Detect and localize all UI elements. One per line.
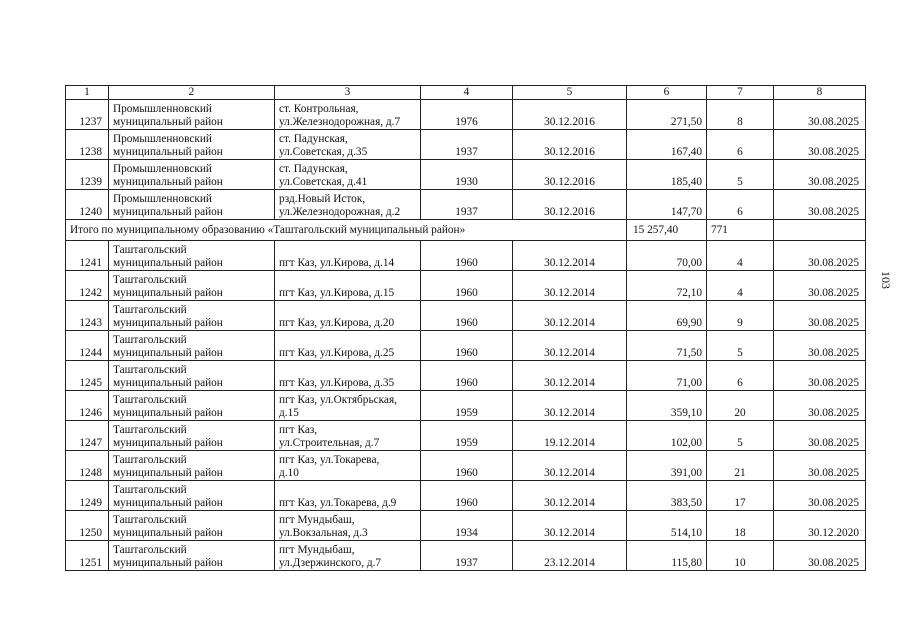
area-cell: 70,00 [627, 241, 707, 271]
table-row [66, 391, 866, 421]
year-cell: 1960 [421, 331, 513, 361]
cell-line: Таштагольский [113, 304, 187, 316]
cell-line: ст. Падунская, [279, 163, 348, 175]
cell-line: муниципальный район [113, 527, 223, 539]
address-cell [275, 451, 421, 481]
table-row [66, 361, 866, 391]
table-row [66, 481, 866, 511]
district-cell [109, 541, 275, 571]
district-cell [109, 100, 275, 130]
area-cell: 391,00 [627, 451, 707, 481]
year-cell: 1934 [421, 511, 513, 541]
row-number: 1244 [66, 331, 109, 361]
cell-line: пгт Мундыбаш, [279, 514, 355, 526]
date-cell: 30.12.2014 [513, 241, 627, 271]
deadline-cell: 30.08.2025 [774, 421, 866, 451]
deadline-cell: 30.08.2025 [774, 190, 866, 220]
cell-line: муниципальный район [113, 146, 223, 158]
cell-line: Таштагольский [113, 244, 187, 256]
address-cell [275, 271, 421, 301]
address-cell [275, 130, 421, 160]
row-number: 1249 [66, 481, 109, 511]
deadline-cell: 30.08.2025 [774, 301, 866, 331]
cell-line: Таштагольский [113, 394, 187, 406]
row-number: 1247 [66, 421, 109, 451]
area-cell: 71,00 [627, 361, 707, 391]
table-row [66, 100, 866, 130]
residents-cell: 8 [707, 100, 774, 130]
address-cell [275, 541, 421, 571]
table-row [66, 331, 866, 361]
cell-line [279, 334, 418, 347]
deadline-cell: 30.08.2025 [774, 481, 866, 511]
cell-line: муниципальный район [113, 347, 223, 359]
cell-line: Таштагольский [113, 454, 187, 466]
cell-line: пгт Каз, ул.Кирова, д.35 [279, 377, 395, 389]
cell-line: пгт Каз, ул.Кирова, д.15 [279, 287, 395, 299]
residents-cell: 9 [707, 301, 774, 331]
cell-line: пгт Каз, ул.Кирова, д.25 [279, 347, 395, 359]
area-cell: 102,00 [627, 421, 707, 451]
year-cell: 1960 [421, 481, 513, 511]
cell-line: муниципальный район [113, 467, 223, 479]
total-row [66, 220, 866, 241]
row-number: 1239 [66, 160, 109, 190]
cell-line: Промышленновский [113, 163, 212, 175]
cell-line: Промышленновский [113, 193, 212, 205]
deadline-cell: 30.08.2025 [774, 160, 866, 190]
date-cell: 23.12.2014 [513, 541, 627, 571]
area-cell: 383,50 [627, 481, 707, 511]
cell-line: пгт Каз, ул.Кирова, д.14 [279, 257, 395, 269]
district-cell [109, 301, 275, 331]
cell-line: муниципальный район [113, 497, 223, 509]
table-row [66, 511, 866, 541]
date-cell: 30.12.2014 [513, 481, 627, 511]
residents-cell: 17 [707, 481, 774, 511]
cell-line: Промышленновский [113, 133, 212, 145]
year-cell: 1960 [421, 361, 513, 391]
cell-line: муниципальный район [113, 377, 223, 389]
cell-line: муниципальный район [113, 317, 223, 329]
district-cell [109, 160, 275, 190]
district-cell [109, 511, 275, 541]
area-cell: 514,10 [627, 511, 707, 541]
area-cell: 271,50 [627, 100, 707, 130]
residents-cell: 4 [707, 241, 774, 271]
row-number: 1243 [66, 301, 109, 331]
area-cell: 71,50 [627, 331, 707, 361]
year-cell: 1960 [421, 241, 513, 271]
year-cell: 1930 [421, 160, 513, 190]
row-number: 1241 [66, 241, 109, 271]
date-cell: 30.12.2014 [513, 361, 627, 391]
date-cell: 30.12.2014 [513, 331, 627, 361]
cell-line: ул.Дзержинского, д.7 [279, 557, 382, 569]
cell-line: муниципальный район [113, 287, 223, 299]
cell-line [279, 274, 418, 287]
cell-line: Таштагольский [113, 424, 187, 436]
cell-line: ул.Советская, д.35 [279, 146, 368, 158]
district-cell [109, 421, 275, 451]
cell-line: пгт Каз, [279, 424, 318, 436]
cell-line [279, 484, 418, 497]
column-number-row [66, 86, 866, 100]
deadline-cell: 30.08.2025 [774, 271, 866, 301]
residents-cell: 5 [707, 421, 774, 451]
cell-line: д.10 [279, 467, 299, 479]
cell-line: пгт Каз, ул.Кирова, д.20 [279, 317, 395, 329]
cell-line: муниципальный район [113, 116, 223, 128]
year-cell: 1959 [421, 391, 513, 421]
cell-line: муниципальный район [113, 557, 223, 569]
cell-line: Таштагольский [113, 334, 187, 346]
address-cell [275, 391, 421, 421]
date-cell: 30.12.2016 [513, 130, 627, 160]
deadline-cell: 30.08.2025 [774, 541, 866, 571]
address-cell [275, 241, 421, 271]
table-row [66, 130, 866, 160]
district-cell [109, 271, 275, 301]
column-number: 1 [66, 86, 109, 100]
row-number: 1237 [66, 100, 109, 130]
cell-line: ст. Контрольная, [279, 103, 359, 115]
residents-cell: 5 [707, 331, 774, 361]
district-cell [109, 190, 275, 220]
deadline-cell: 30.08.2025 [774, 100, 866, 130]
table-row [66, 451, 866, 481]
address-cell [275, 361, 421, 391]
district-cell [109, 130, 275, 160]
cell-line: муниципальный район [113, 206, 223, 218]
address-cell [275, 481, 421, 511]
cell-line: рзд.Новый Исток, [279, 193, 366, 205]
address-cell [275, 160, 421, 190]
deadline-cell: 30.08.2025 [774, 130, 866, 160]
table-row [66, 541, 866, 571]
date-cell: 19.12.2014 [513, 421, 627, 451]
cell-line: муниципальный район [113, 176, 223, 188]
area-cell: 359,10 [627, 391, 707, 421]
cell-line: ул.Советская, д.41 [279, 176, 368, 188]
district-cell [109, 481, 275, 511]
area-cell: 69,90 [627, 301, 707, 331]
cell-line: муниципальный район [113, 437, 223, 449]
column-number: 7 [707, 86, 774, 100]
year-cell: 1937 [421, 130, 513, 160]
cell-line: ул.Вокзальная, д.3 [279, 527, 368, 539]
cell-line: муниципальный район [113, 257, 223, 269]
year-cell: 1959 [421, 421, 513, 451]
residents-cell: 18 [707, 511, 774, 541]
year-cell: 1960 [421, 271, 513, 301]
area-cell: 115,80 [627, 541, 707, 571]
district-cell [109, 241, 275, 271]
residents-cell: 4 [707, 271, 774, 301]
date-cell: 30.12.2014 [513, 271, 627, 301]
date-cell: 30.12.2016 [513, 190, 627, 220]
row-number: 1240 [66, 190, 109, 220]
column-number: 3 [275, 86, 421, 100]
row-number: 1250 [66, 511, 109, 541]
address-cell [275, 190, 421, 220]
area-cell: 185,40 [627, 160, 707, 190]
cell-line: пгт Каз, ул.Октябрьская, [279, 394, 397, 406]
residents-cell: 6 [707, 361, 774, 391]
column-number: 6 [627, 86, 707, 100]
total-empty [774, 220, 866, 241]
cell-line: ул.Железнодорожная, д.2 [279, 206, 401, 218]
residents-cell: 5 [707, 160, 774, 190]
address-cell [275, 301, 421, 331]
table-row [66, 190, 866, 220]
area-cell: 72,10 [627, 271, 707, 301]
row-number: 1242 [66, 271, 109, 301]
deadline-cell: 30.08.2025 [774, 241, 866, 271]
district-cell [109, 331, 275, 361]
cell-line: ул.Железнодорожная, д.7 [279, 116, 401, 128]
residents-cell: 21 [707, 451, 774, 481]
cell-line: пгт Мундыбаш, [279, 544, 355, 556]
cell-line: Таштагольский [113, 274, 187, 286]
address-cell [275, 421, 421, 451]
deadline-cell: 30.08.2025 [774, 361, 866, 391]
address-cell [275, 511, 421, 541]
cell-line [279, 244, 418, 257]
residents-cell: 6 [707, 130, 774, 160]
table-row [66, 160, 866, 190]
area-cell: 167,40 [627, 130, 707, 160]
date-cell: 30.12.2016 [513, 100, 627, 130]
deadline-cell: 30.08.2025 [774, 451, 866, 481]
area-cell: 147,70 [627, 190, 707, 220]
residents-cell: 10 [707, 541, 774, 571]
column-number: 2 [109, 86, 275, 100]
cell-line: пгт Каз, ул.Токарева, д.9 [279, 497, 397, 509]
year-cell: 1976 [421, 100, 513, 130]
cell-line: пгт Каз, ул.Токарева, [279, 454, 380, 466]
year-cell: 1937 [421, 190, 513, 220]
cell-line: д.15 [279, 407, 299, 419]
year-cell: 1937 [421, 541, 513, 571]
cell-line [279, 364, 418, 377]
cell-line: ст. Падунская, [279, 133, 348, 145]
table-row [66, 241, 866, 271]
district-cell [109, 361, 275, 391]
cell-line: Таштагольский [113, 484, 187, 496]
cell-line: ул.Строительная, д.7 [279, 437, 380, 449]
column-number: 8 [774, 86, 866, 100]
row-number: 1248 [66, 451, 109, 481]
column-number: 5 [513, 86, 627, 100]
page-number: 103 [879, 271, 893, 289]
district-cell [109, 451, 275, 481]
residents-cell: 6 [707, 190, 774, 220]
table-row [66, 301, 866, 331]
table-body [66, 86, 866, 571]
housing-table [65, 85, 866, 571]
column-number: 4 [421, 86, 513, 100]
year-cell: 1960 [421, 301, 513, 331]
deadline-cell: 30.08.2025 [774, 331, 866, 361]
row-number: 1245 [66, 361, 109, 391]
cell-line: Таштагольский [113, 544, 187, 556]
row-number: 1246 [66, 391, 109, 421]
address-cell [275, 331, 421, 361]
residents-cell: 20 [707, 391, 774, 421]
total-residents: 771 [707, 220, 774, 241]
deadline-cell: 30.12.2020 [774, 511, 866, 541]
table-row [66, 421, 866, 451]
cell-line: муниципальный район [113, 407, 223, 419]
date-cell: 30.12.2014 [513, 451, 627, 481]
date-cell: 30.12.2014 [513, 391, 627, 421]
district-cell [109, 391, 275, 421]
address-cell [275, 100, 421, 130]
year-cell: 1960 [421, 451, 513, 481]
deadline-cell: 30.08.2025 [774, 391, 866, 421]
row-number: 1251 [66, 541, 109, 571]
date-cell: 30.12.2016 [513, 160, 627, 190]
cell-line: Таштагольский [113, 514, 187, 526]
total-label: Итого по муниципальному образованию «Таштагольский муниципальный район» [66, 220, 627, 241]
cell-line: Таштагольский [113, 364, 187, 376]
row-number: 1238 [66, 130, 109, 160]
cell-line: Промышленновский [113, 103, 212, 115]
total-area: 15 257,40 [627, 220, 707, 241]
cell-line [279, 304, 418, 317]
date-cell: 30.12.2014 [513, 511, 627, 541]
table-row [66, 271, 866, 301]
date-cell: 30.12.2014 [513, 301, 627, 331]
